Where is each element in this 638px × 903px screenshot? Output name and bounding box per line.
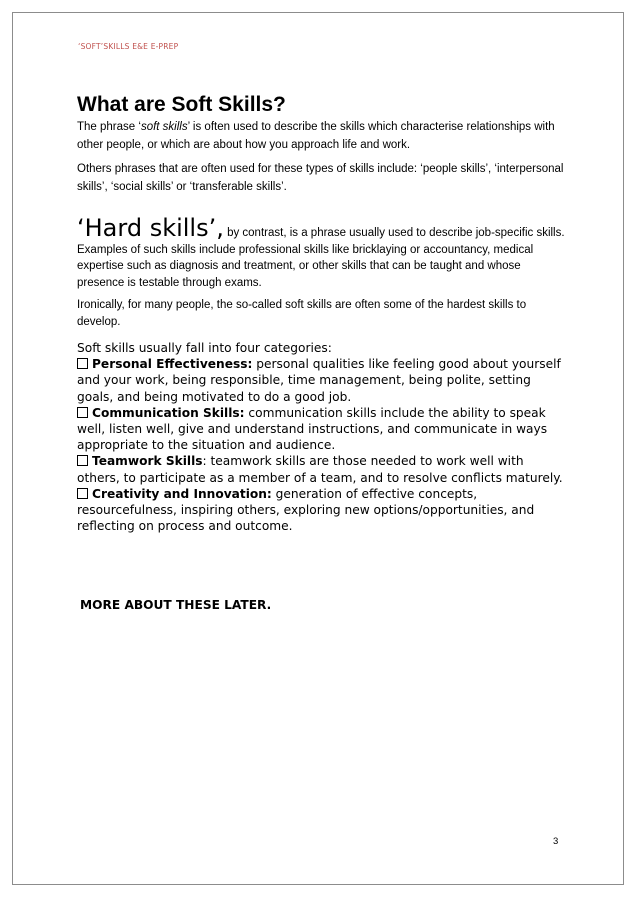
intro-text-end: ’ is often used to describe the skills which characterise relationships with other people, or which are about how you approach life and work. [77,121,555,151]
category-communication-skills [77,405,567,454]
page-number: 3 [553,836,559,847]
category-title: Teamwork Skills [92,454,203,469]
intro-text-start: The phrase ‘ [77,121,141,133]
checkbox-icon [77,488,88,499]
category-text: : teamwork skills are those needed to work well with others, to participate as a member of a team, and to resolve conflicts maturely. [77,454,563,485]
categories-section [77,340,567,534]
category-title: Personal Effectiveness: [92,357,253,372]
hard-skills-text: by contrast, is a phrase usually used to describe job-specific skills. Examples of such skills include professional skills like bricklaying or accountancy, medical expertise such as diagnosis and treatment, or other skills that can be taught and whose presence is testable through exams. [77,227,565,289]
checkbox-icon [77,455,88,466]
hard-skills-comma: , [216,214,224,242]
hard-skills-term: ‘Hard skills’ [77,214,217,242]
ironic-paragraph: Ironically, for many people, the so-called soft skills are often some of the hardest skills to develop. [77,299,527,328]
checkbox-icon [77,407,88,418]
category-title: Communication Skills: [92,405,245,420]
checkbox-icon [77,358,88,369]
intro-paragraph [77,118,567,154]
hard-skills-paragraph [77,214,567,291]
category-teamwork-skills [77,453,567,485]
category-personal-effectiveness [77,356,567,405]
soft-skills-term: soft skills [140,121,188,133]
page-content [77,92,567,534]
category-creativity-innovation [77,486,567,535]
category-text: communication skills include the ability to speak well, listen well, give and understand instructions, and communicate in ways appropriate to the situation and audience. [77,405,548,453]
page-title: What are Soft Skills? [77,93,286,116]
running-header: ‘SOFT’SKILLS E&E E-PREP [78,42,179,51]
category-text: personal qualities like feeling good about yourself and your work, being responsible, time management, being polite, setting goals, and being motivated to do a good job. [77,357,561,404]
category-text: generation of effective concepts, resourcefulness, inspiring others, exploring new options/opportunities, and reflecting on process and outcome. [77,486,535,534]
categories-intro: Soft skills usually fall into four categories: [77,341,332,355]
closing-note: MORE ABOUT THESE LATER. [80,598,272,612]
other-phrases-paragraph: Others phrases that are often used for these types of skills include: ‘people skills’, ‘interpersonal skills’, ‘social skills’ or ‘transferable skills’. [77,163,564,193]
category-title: Creativity and Innovation: [92,486,272,501]
